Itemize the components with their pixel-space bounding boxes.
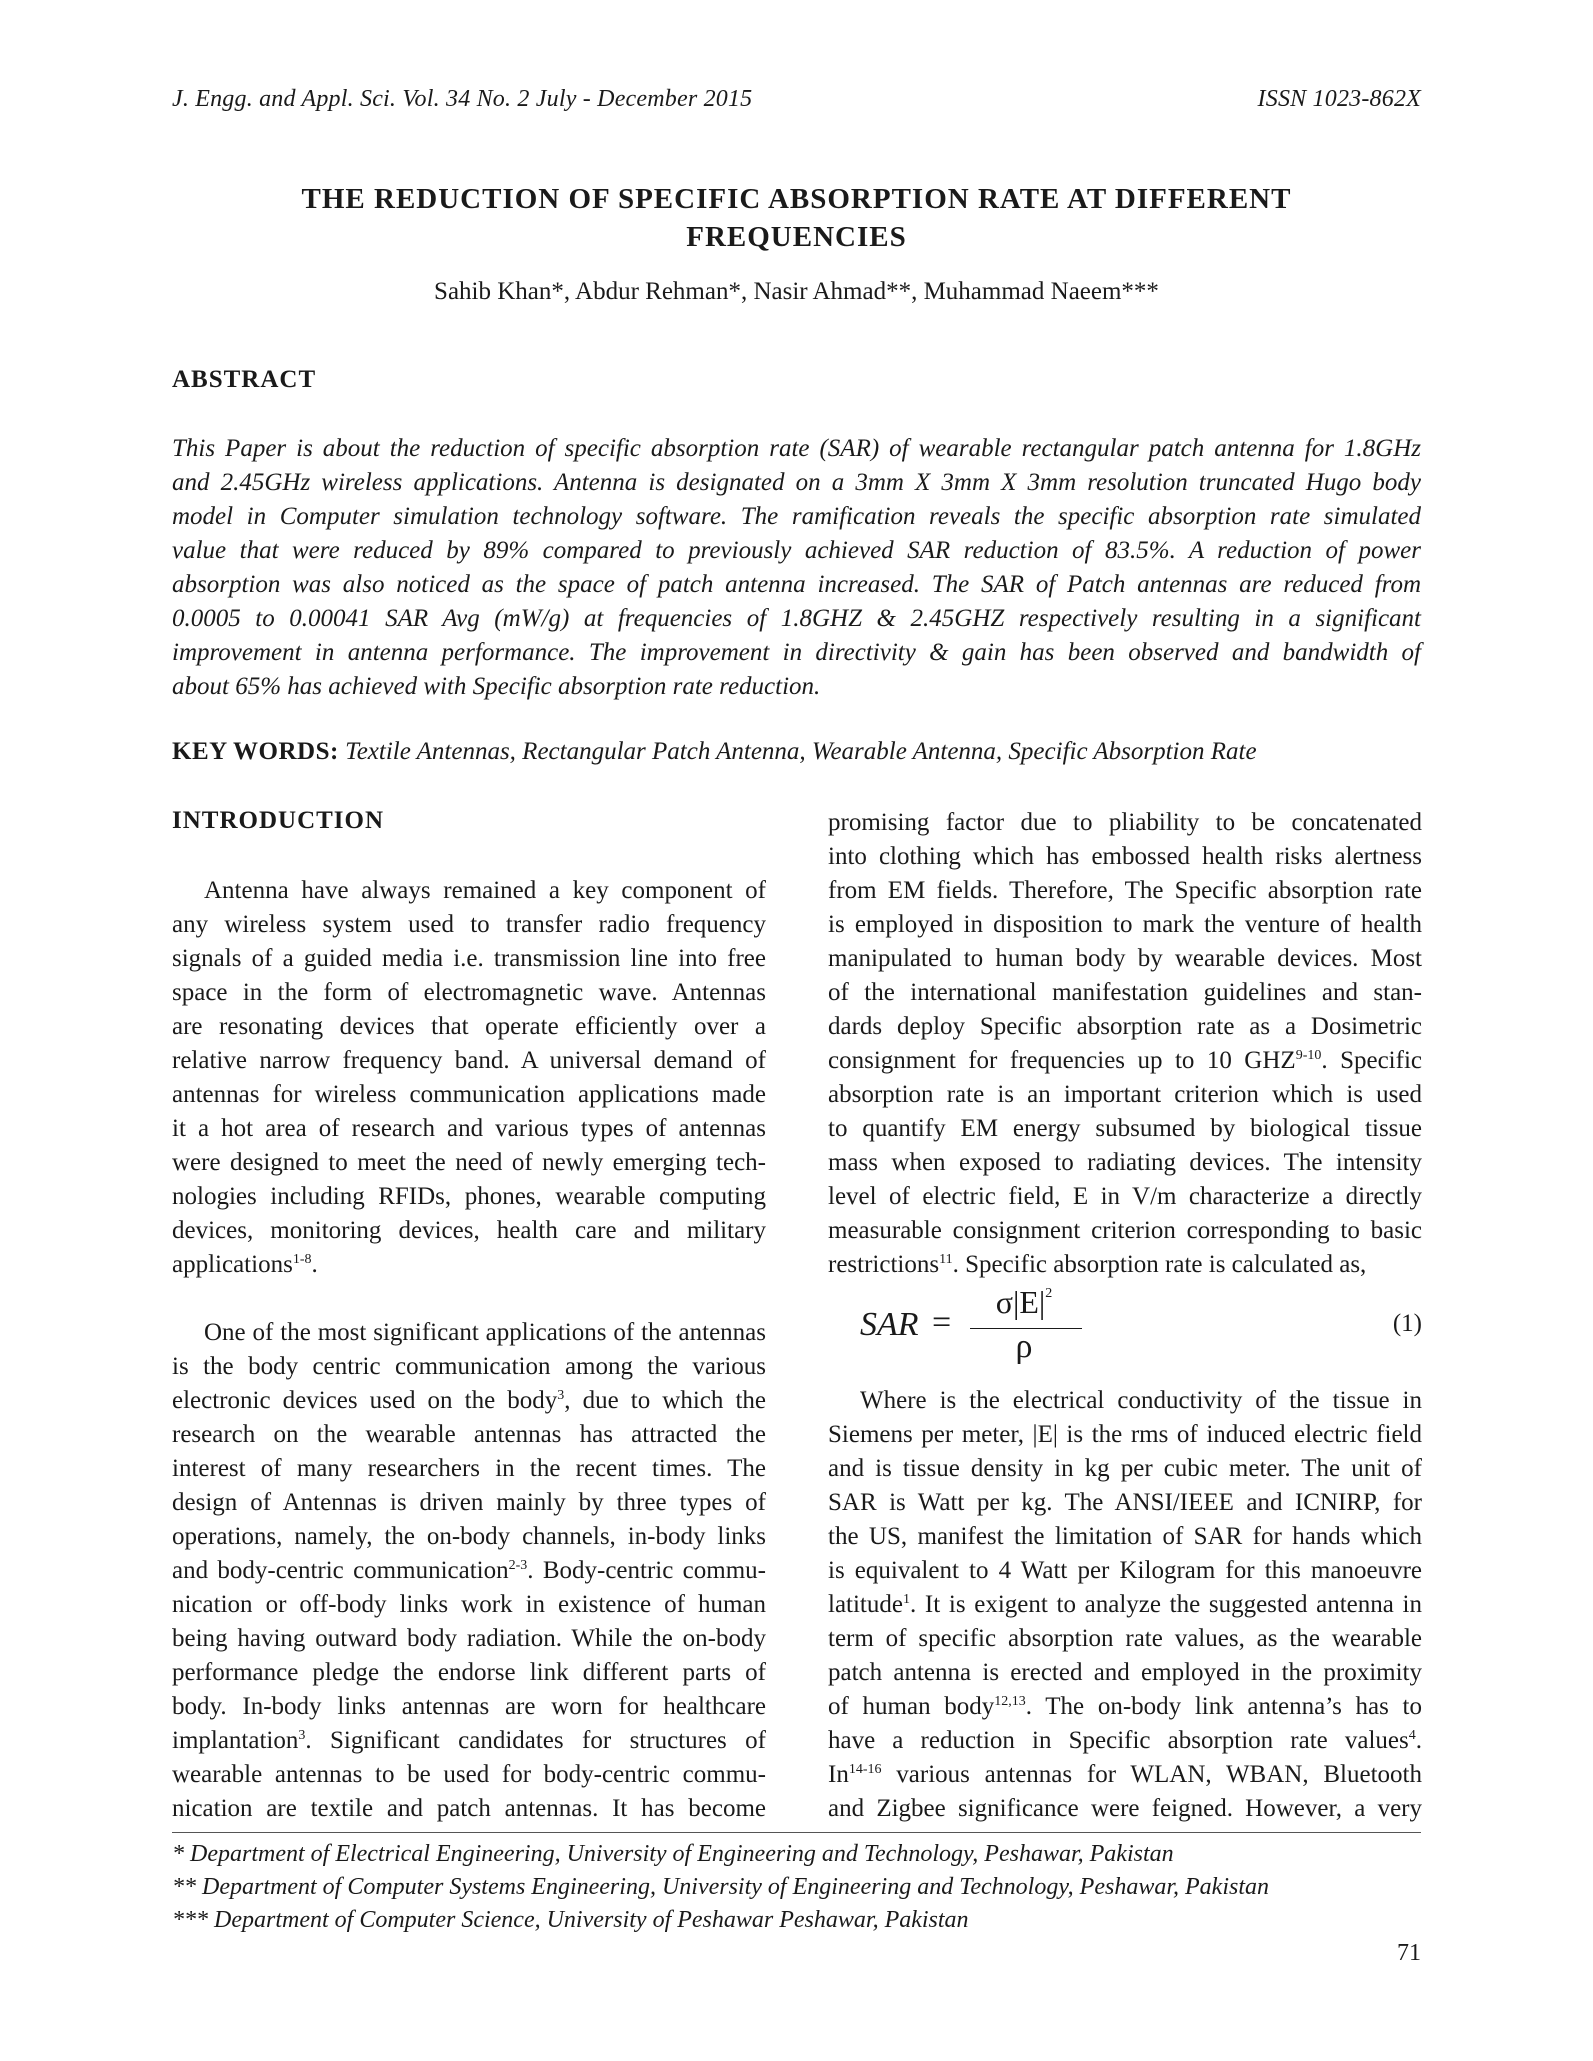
- equation-denominator: ρ: [1015, 1328, 1033, 1365]
- body-line: nication are textile and patch antennas. It has become: [172, 1795, 766, 1822]
- body-line: space in the form of electromagnetic wave. Antennas: [172, 979, 766, 1006]
- keywords-label: KEY WORDS:: [172, 738, 339, 765]
- abstract-line: improvement in antenna performance. The improvement in directivity & gain has been observed and bandwidth of: [172, 639, 1421, 666]
- body-line: nication or off-body links work in existence of human: [172, 1591, 766, 1618]
- journal-running-header: J. Engg. and Appl. Sci. Vol. 34 No. 2 July - December 2015: [172, 86, 753, 112]
- abstract-line: value that were reduced by 89% compared to previously achieved SAR reduction of 83.5%. A reduction of power: [172, 537, 1421, 564]
- intro-paragraph-3: [828, 806, 1422, 1282]
- citation-superscript: 1-8: [292, 1252, 312, 1267]
- page-number: 71: [1397, 1940, 1421, 1966]
- body-line: performance pledge the endorse link different parts of: [172, 1659, 766, 1686]
- body-line: promising factor due to pliability to be concatenated: [828, 809, 1422, 836]
- intro-paragraph-2: [172, 1316, 766, 1826]
- body-line: it a hot area of research and various types of antennas: [172, 1115, 766, 1142]
- footnote-divider: [172, 1832, 1421, 1833]
- body-line: devices, monitoring devices, health care and military: [172, 1217, 766, 1244]
- abstract-line: about 65% has achieved with Specific absorption rate reduction.: [172, 673, 821, 700]
- abstract-line: 0.0005 to 0.00041 SAR Avg (mW/g) at frequencies of 1.8GHZ & 2.45GHZ respectively resulting in a significant: [172, 605, 1421, 632]
- introduction-heading: INTRODUCTION: [172, 807, 385, 834]
- body-line: wearable antennas to be used for body-centric commu-: [172, 1761, 766, 1788]
- citation-superscript: 14-16: [848, 1762, 882, 1777]
- keywords-text: Textile Antennas, Rectangular Patch Antenna, Wearable Antenna, Specific Absorption Rate: [345, 738, 1257, 765]
- body-line: [172, 1724, 766, 1758]
- citation-superscript: 11: [939, 1252, 953, 1267]
- body-line: into clothing which has embossed health risks alertness: [828, 843, 1422, 870]
- footnote-affiliation-3: *** Department of Computer Science, University of Peshawar Peshawar, Pakistan: [172, 1907, 969, 1933]
- body-line: were designed to meet the need of newly emerging tech-: [172, 1149, 766, 1176]
- keywords: [172, 738, 1257, 766]
- body-line: research on the wearable antennas has attracted the: [172, 1421, 766, 1448]
- numerator-text: σ|E|: [995, 1284, 1046, 1320]
- abstract-body: [172, 432, 1421, 704]
- author-list: Sahib Khan*, Abdur Rehman*, Nasir Ahmad**, Muhammad Naeem***: [434, 278, 1159, 305]
- body-line: patch antenna is erected and employed in the proximity: [828, 1659, 1422, 1686]
- body-text: . Significant candidates for structures of: [305, 1727, 766, 1754]
- body-line: body. In-body links antennas are worn for healthcare: [172, 1693, 766, 1720]
- body-line: [828, 1044, 1422, 1078]
- numerator-exponent: 2: [1045, 1286, 1053, 1301]
- citation-superscript: 1: [902, 1592, 910, 1607]
- footnote-affiliation-1: * Department of Electrical Engineering, University of Engineering and Technology, Peshawar, Pakistan: [172, 1841, 1174, 1867]
- body-line: [828, 1690, 1422, 1724]
- body-line: of the international manifestation guidelines and stan-: [828, 979, 1422, 1006]
- body-line: nologies including RFIDs, phones, wearable computing: [172, 1183, 766, 1210]
- body-text: applications: [172, 1251, 293, 1278]
- body-text: consignment for frequencies up to 10 GHZ: [828, 1047, 1296, 1074]
- body-line: measurable consignment criterion corresponding to basic: [828, 1217, 1422, 1244]
- body-text: restrictions: [828, 1251, 940, 1278]
- body-text: In: [828, 1761, 849, 1788]
- body-line: term of specific absorption rate values, as the wearable: [828, 1625, 1422, 1652]
- body-text: and body-centric communication: [172, 1557, 509, 1584]
- body-line: are resonating devices that operate efficiently over a: [172, 1013, 766, 1040]
- body-text: of human body: [828, 1693, 995, 1720]
- body-text: . It is exigent to analyze the suggested antenna in: [909, 1591, 1422, 1618]
- body-line: [172, 1384, 766, 1418]
- body-text: . The on-body link antenna’s has to: [1025, 1693, 1422, 1720]
- paper-title: [172, 180, 1421, 256]
- body-line: [828, 1248, 1422, 1282]
- body-line: is the body centric communication among the various: [172, 1353, 766, 1380]
- body-line: any wireless system used to transfer radio frequency: [172, 911, 766, 938]
- equation-numerator: [968, 1284, 1080, 1321]
- body-text: latitude: [828, 1591, 903, 1618]
- abstract-line: This Paper is about the reduction of specific absorption rate (SAR) of wearable rectangular patch antenna for 1.8GHz: [172, 435, 1421, 462]
- intro-paragraph-1: [172, 874, 766, 1282]
- body-text: implantation: [172, 1727, 299, 1754]
- footnote-affiliation-2: ** Department of Computer Systems Engineering, University of Engineering and Technology, Peshawar, Pakistan: [172, 1874, 1269, 1900]
- citation-superscript: 12,13: [994, 1694, 1026, 1709]
- abstract-line: absorption was also noticed as the space of patch antenna increased. The SAR of Patch antennas are reduced from: [172, 571, 1421, 598]
- body-line: dards deploy Specific absorption rate as a Dosimetric: [828, 1013, 1422, 1040]
- body-line: to quantify EM energy subsumed by biological tissue: [828, 1115, 1422, 1142]
- body-line: absorption rate is an important criterion which is used: [828, 1081, 1422, 1108]
- body-line: mass when exposed to radiating devices. The intensity: [828, 1149, 1422, 1176]
- citation-superscript: 9-10: [1295, 1048, 1322, 1063]
- body-line: Siemens per meter, |E| is the rms of induced electric field: [828, 1421, 1422, 1448]
- body-text: have a reduction in Specific absorption rate values: [828, 1727, 1409, 1754]
- body-line: antennas for wireless communication applications made: [172, 1081, 766, 1108]
- affiliation-footnotes: [172, 1838, 1269, 1937]
- body-line: and is tissue density in kg per cubic meter. The unit of: [828, 1455, 1422, 1482]
- abstract-heading: ABSTRACT: [172, 366, 317, 393]
- body-line: manipulated to human body by wearable devices. Most: [828, 945, 1422, 972]
- body-text: , due to which the: [564, 1387, 766, 1414]
- body-line: [172, 1248, 766, 1282]
- equation-lhs: SAR: [860, 1306, 919, 1343]
- citation-superscript: 4: [1408, 1728, 1416, 1743]
- body-line: from EM fields. Therefore, The Specific absorption rate: [828, 877, 1422, 904]
- body-line: operations, namely, the on-body channels, in-body links: [172, 1523, 766, 1550]
- abstract-line: model in Computer simulation technology software. The ramification reveals the specific absorption rate simulated: [172, 503, 1421, 530]
- body-line: signals of a guided media i.e. transmission line into free: [172, 945, 766, 972]
- body-line: is equivalent to 4 Watt per Kilogram for this manoeuvre: [828, 1557, 1422, 1584]
- equation-equals-sign: =: [932, 1304, 952, 1341]
- sar-equation: [828, 1284, 1422, 1364]
- equation-number: (1): [1392, 1310, 1422, 1337]
- body-line: being having outward body radiation. While the on-body: [172, 1625, 766, 1652]
- title-line-2: FREQUENCIES: [686, 221, 907, 253]
- issn-running-header: ISSN 1023-862X: [1257, 86, 1421, 112]
- body-text: various antennas for WLAN, WBAN, Bluetooth: [881, 1761, 1422, 1788]
- body-line: relative narrow frequency band. A universal demand of: [172, 1047, 766, 1074]
- body-text: . Specific: [1321, 1047, 1422, 1074]
- title-line-1: THE REDUCTION OF SPECIFIC ABSORPTION RATE AT DIFFERENT: [301, 183, 1292, 215]
- abstract-line: and 2.45GHz wireless applications. Antenna is designated on a 3mm X 3mm X 3mm resolution truncated Hugo body: [172, 469, 1421, 496]
- body-line: interest of many researchers in the recent times. The: [172, 1455, 766, 1482]
- body-text: electronic devices used on the body: [172, 1387, 558, 1414]
- body-line: [828, 1588, 1422, 1622]
- body-line: and Zigbee significance were feigned. However, a very: [828, 1795, 1422, 1822]
- citation-superscript: 2-3: [508, 1558, 528, 1573]
- citation-superscript: 3: [298, 1728, 306, 1743]
- body-line: design of Antennas is driven mainly by three types of: [172, 1489, 766, 1516]
- body-line: SAR is Watt per kg. The ANSI/IEEE and ICNIRP, for: [828, 1489, 1422, 1516]
- citation-superscript: 3: [557, 1388, 565, 1403]
- body-line: [828, 1758, 1422, 1792]
- body-text: . Specific absorption rate is calculated as,: [952, 1251, 1367, 1278]
- body-line: Where is the electrical conductivity of the tissue in: [860, 1387, 1422, 1414]
- intro-paragraph-4: [828, 1384, 1422, 1826]
- body-text: .: [1415, 1727, 1422, 1754]
- body-line: is employed in disposition to mark the venture of health: [828, 911, 1422, 938]
- body-line: One of the most significant applications of the antennas: [204, 1319, 766, 1346]
- body-line: Antenna have always remained a key component of: [204, 877, 766, 904]
- body-line: [828, 1724, 1422, 1758]
- body-line: the US, manifest the limitation of SAR for hands which: [828, 1523, 1422, 1550]
- body-text: . Body-centric commu-: [527, 1557, 766, 1584]
- body-line: [172, 1554, 766, 1588]
- body-line: level of electric field, E in V/m characterize a directly: [828, 1183, 1422, 1210]
- body-text: .: [311, 1251, 318, 1278]
